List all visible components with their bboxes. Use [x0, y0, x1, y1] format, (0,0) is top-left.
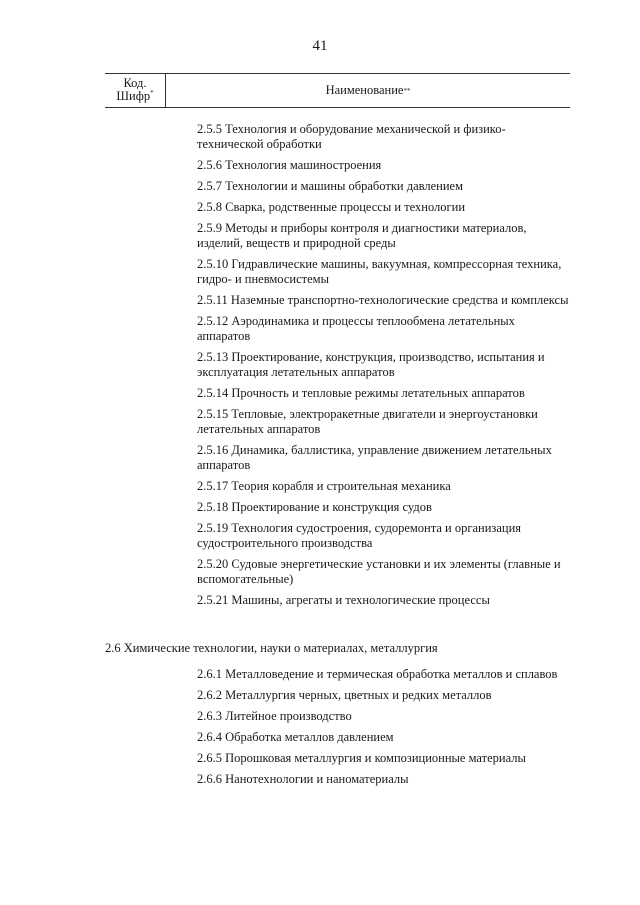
list-item: 2.5.21 Машины, агрегаты и технологические процессы: [197, 593, 490, 607]
code-header-line1: Код.: [123, 76, 147, 90]
list-item: 2.5.18 Проектирование и конструкция судов: [197, 500, 432, 514]
code-header-line2: [105, 90, 165, 103]
list-item: 2.5.12 Аэродинамика и процессы теплообмена летательных аппаратов: [197, 314, 515, 343]
list-item: 2.5.5 Технология и оборудование механической и физико-технической обработки: [197, 122, 506, 151]
list-item: 2.6.4 Обработка металлов давлением: [197, 730, 394, 744]
section-heading-2-6: 2.6 Химические технологии, науки о материалах, металлургия: [105, 641, 438, 655]
list-item: 2.6.6 Нанотехнологии и наноматериалы: [197, 772, 409, 786]
list-item: 2.5.11 Наземные транспортно-технологические средства и комплексы: [197, 293, 569, 307]
table-header: [105, 73, 570, 108]
list-item: 2.5.15 Тепловые, электроракетные двигатели и энергоустановки летательных аппаратов: [197, 407, 538, 436]
list-item: 2.6.5 Порошковая металлургия и композиционные материалы: [197, 751, 526, 765]
code-header-footnote-mark: *: [150, 88, 154, 97]
list-item: 2.5.13 Проектирование, конструкция, производство, испытания и эксплуатация летательных аппаратов: [197, 350, 545, 379]
name-header-label: Наименование: [325, 83, 404, 97]
list-item: 2.5.6 Технология машиностроения: [197, 158, 382, 172]
list-item: 2.6.2 Металлургия черных, цветных и редких металлов: [197, 688, 492, 702]
specialty-list-2-5: [197, 122, 569, 614]
list-item: 2.6.1 Металловедение и термическая обработка металлов и сплавов: [197, 667, 558, 681]
list-item: 2.5.14 Прочность и тепловые режимы летательных аппаратов: [197, 386, 525, 400]
list-item: 2.5.17 Теория корабля и строительная механика: [197, 479, 451, 493]
specialty-list-2-6: [197, 667, 569, 793]
list-item: 2.5.9 Методы и приборы контроля и диагностики материалов, изделий, веществ и природной среды: [197, 221, 527, 250]
list-item: 2.5.16 Динамика, баллистика, управление движением летательных аппаратов: [197, 443, 552, 472]
list-item: 2.5.19 Технология судостроения, судоремонта и организация судостроительного производства: [197, 521, 522, 550]
list-item: 2.5.7 Технологии и машины обработки давлением: [197, 179, 463, 193]
list-item: 2.5.20 Судовые энергетические установки и их элементы (главные и вспомогательные): [197, 557, 561, 586]
code-header-label: Шифр: [116, 89, 151, 103]
name-column-header: Наименование **: [325, 83, 411, 97]
list-item: 2.5.8 Сварка, родственные процессы и технологии: [197, 200, 466, 214]
list-item: 2.5.10 Гидравлические машины, вакуумная, компрессорная техника, гидро- и пневмосистемы: [197, 257, 562, 286]
page-number: 41: [312, 38, 328, 54]
list-item: 2.6.3 Литейное производство: [197, 709, 352, 723]
code-column-header: [105, 77, 165, 103]
